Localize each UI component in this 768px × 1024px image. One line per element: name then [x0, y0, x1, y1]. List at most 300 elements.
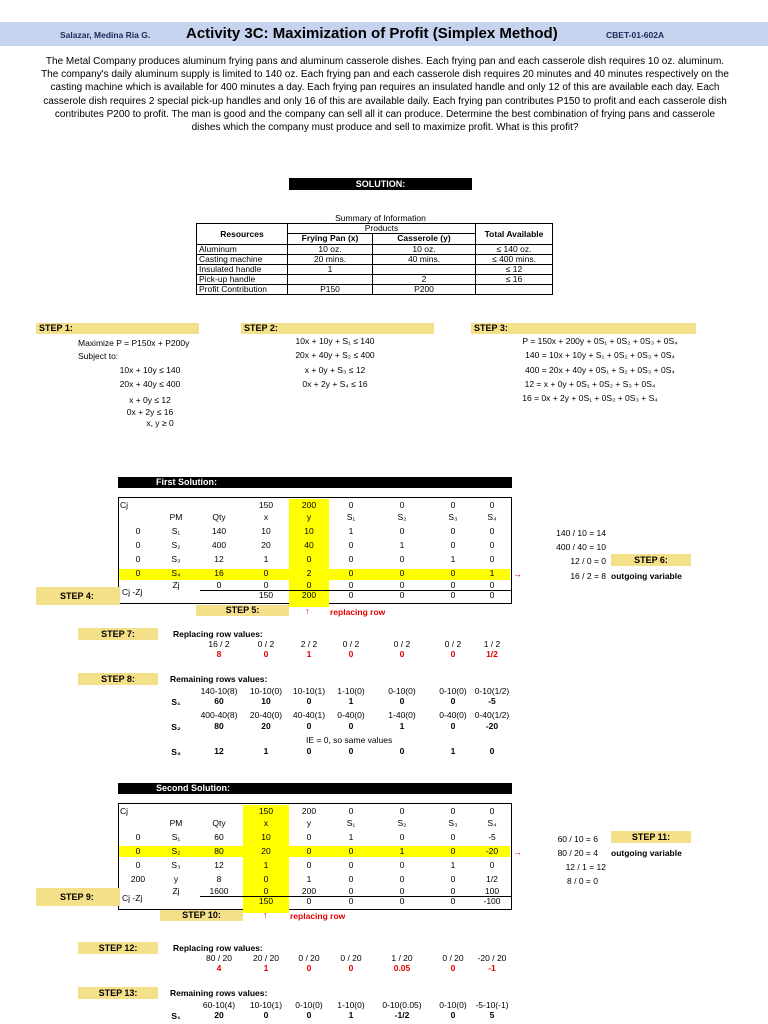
subject-to: Subject to:	[78, 351, 119, 361]
slack-3: x + 0y + S₃ ≤ 12	[304, 365, 366, 375]
second-solution-title: Second Solution:	[118, 783, 512, 794]
result-value: 0	[399, 746, 405, 756]
constraint-5: x, y ≥ 0	[146, 418, 174, 428]
formula: 1-40(0)	[388, 710, 416, 720]
table-cell: 0	[263, 568, 269, 578]
author-name: Salazar, Medina Ria G.	[60, 30, 151, 40]
cj-value: 150	[258, 806, 274, 816]
cell: Profit Contribution	[197, 285, 288, 295]
formula: 1 / 20	[391, 953, 413, 963]
step5-label: STEP 5:	[196, 605, 289, 616]
row-pm: y	[173, 874, 179, 884]
table-cell: 0	[450, 540, 456, 550]
table-cell: 1	[348, 832, 354, 842]
table-cell: 0	[399, 860, 405, 870]
zj-value: 0	[450, 886, 456, 896]
table-cell: 0	[348, 540, 354, 550]
cell: 10 oz.	[288, 245, 373, 255]
column-header: Qty	[212, 512, 226, 522]
replacing-row-label: replacing row	[290, 911, 346, 921]
step2-label: STEP 2:	[241, 323, 434, 334]
table-cell: 0	[306, 832, 312, 842]
formula: -5-10(-1)	[475, 1000, 509, 1010]
cell: ≤ 12	[476, 265, 553, 275]
result-value: 0	[450, 649, 456, 659]
result-value: 0	[348, 721, 354, 731]
formula: 10-10(0)	[249, 686, 283, 696]
summary-table	[196, 223, 553, 295]
column-header: S₂	[397, 512, 407, 522]
result-value: 0	[399, 696, 405, 706]
replacing-row-label: replacing row	[330, 607, 386, 617]
constraint-1: 10x + 10y ≤ 140	[119, 365, 181, 375]
formula: 0-10(0)	[388, 686, 416, 696]
slack-1: 10x + 10y + S₁ ≤ 140	[295, 336, 375, 346]
formula: 40-40(1)	[292, 710, 326, 720]
cell	[288, 275, 373, 285]
cjzj-label: Cj -Zj	[122, 893, 143, 903]
cjzj-value: -100	[483, 896, 501, 906]
result-value: 1/2	[486, 649, 498, 659]
result-value: 0	[450, 1010, 456, 1020]
table-cell: 0	[306, 554, 312, 564]
result-value: 60	[214, 696, 224, 706]
result-value: 0	[450, 963, 456, 973]
table-cell: 1	[399, 540, 405, 550]
table-cell: 0	[489, 554, 495, 564]
zj-value: 0	[348, 886, 354, 896]
cj-value: 0	[348, 806, 354, 816]
result-value: 0	[306, 1010, 312, 1020]
table-cell: 0	[399, 832, 405, 842]
table-cell: 8	[216, 874, 222, 884]
formula: 0-10(0)	[295, 1000, 323, 1010]
column-header: S₃	[448, 818, 458, 828]
table-cell: 1	[263, 860, 269, 870]
row-label: S₁	[171, 697, 181, 707]
step7-title: Replacing row values:	[173, 629, 263, 639]
table-cell: 2	[306, 568, 312, 578]
result-value: 0	[450, 696, 456, 706]
zj-value: 0	[450, 580, 456, 590]
column-header: S₂	[397, 818, 407, 828]
step7-label: STEP 7:	[78, 628, 158, 640]
result-value: 0	[399, 649, 405, 659]
formula: 0-10(0)	[439, 686, 467, 696]
table-cell: 0	[450, 526, 456, 536]
table-cell: 10	[261, 832, 271, 842]
cj-value: 0	[348, 500, 354, 510]
column-header: S₃	[448, 512, 458, 522]
result-value: 1	[399, 721, 405, 731]
step8-label: STEP 8:	[78, 673, 158, 685]
step9-label: STEP 9:	[36, 888, 120, 906]
table-cell: 0	[348, 554, 354, 564]
table-cell: 0	[399, 568, 405, 578]
first-solution-title: First Solution:	[118, 477, 512, 488]
table-cell: 0	[348, 874, 354, 884]
row-cj: 0	[135, 860, 141, 870]
column-header: y	[306, 818, 312, 828]
column-header: y	[306, 512, 312, 522]
row-pm: S₃	[171, 860, 181, 870]
step13-title: Remaining rows values:	[170, 988, 268, 998]
cj-value: 0	[450, 806, 456, 816]
cell: Insulated handle	[197, 265, 288, 275]
formula: 80 / 20	[206, 953, 232, 963]
zj-value: 0	[306, 580, 312, 590]
result-value: 20	[214, 1010, 224, 1020]
table-row	[197, 275, 553, 285]
result-value: 20	[261, 721, 271, 731]
cjzj-label: Cj -Zj	[122, 587, 143, 597]
formula: 1 / 2	[483, 639, 501, 649]
formula: 16 / 2	[208, 639, 230, 649]
table-cell: 0	[306, 860, 312, 870]
formula: 0 / 2	[393, 639, 411, 649]
divider	[511, 803, 512, 910]
table-cell: 0	[489, 860, 495, 870]
column-header: x	[263, 512, 269, 522]
table-cell: 1/2	[486, 874, 498, 884]
result-value: 5	[489, 1010, 495, 1020]
col-cass: Casserole (y)	[373, 233, 476, 244]
zj-value: 0	[216, 580, 222, 590]
problem-statement: The Metal Company produces aluminum frying pans and aluminum casserole dishes. Each frying pan and each casserole dish requires 10 oz. aluminum. The company's daily aluminum supply is limited to 140 oz. Each frying pan and each casserole dish requires 20 minutes and 40 minutes respectively on the casting machine which is available for 400 minutes a day. Each frying pan requires an insulated handle and only 12 of this are available each day. Each casserole dish requires 2 special pick-up handles and only 16 of this are available daily. Each frying pan contributes P150 to profit and each casserole dish contributes P200 to profit. The man is good and the company can sell all it can produce. Determine the best combination of frying pans and casserole dishes which the company must produce and sell to maximize profit. What is this profit?	[41, 56, 729, 134]
zj-label: Zj	[172, 580, 180, 590]
cj-value: 0	[489, 500, 495, 510]
row-cj: 0	[135, 540, 141, 550]
result-value: 0	[450, 721, 456, 731]
table-cell: 60	[214, 832, 224, 842]
column-header: S₄	[487, 818, 497, 828]
eq-2: 140 = 10x + 10y + S₁ + 0S₂ + 0S₃ + 0S₄	[525, 350, 675, 360]
cell: ≤ 400 mins.	[476, 255, 553, 265]
formula: 0 / 20	[442, 953, 464, 963]
page-title: Activity 3C: Maximization of Profit (Simplex Method)	[186, 25, 558, 42]
course-code: CBET-01-602A	[606, 30, 665, 40]
cjzj-value: 200	[301, 590, 317, 600]
result-value: 8	[216, 649, 222, 659]
cj-label: Cj	[120, 500, 129, 510]
result-value: -20	[485, 721, 499, 731]
cell: P150	[288, 285, 373, 295]
step13-label: STEP 13:	[78, 987, 158, 999]
formula: 0 / 20	[340, 953, 362, 963]
up-arrow: ↑	[305, 606, 310, 616]
table-cell: 1	[263, 554, 269, 564]
objective: Maximize P = P150x + P200y	[78, 338, 190, 348]
table-cell: 0	[399, 554, 405, 564]
cell: Pick-up handle	[197, 275, 288, 285]
table-cell: 0	[450, 874, 456, 884]
cj-value: 200	[301, 500, 317, 510]
summary-title: Summary of Information	[335, 213, 426, 223]
row-cj: 0	[135, 568, 141, 578]
table-cell: 16	[214, 568, 224, 578]
cell: 1	[288, 265, 373, 275]
formula: 1-10(0)	[337, 1000, 365, 1010]
row-label: S₃	[171, 747, 181, 757]
divider	[118, 803, 512, 804]
formula: 10-10(1)	[292, 686, 326, 696]
ratio-2: 400 / 40 = 10	[556, 542, 606, 552]
table-cell: 20	[261, 846, 271, 856]
eq-1: P = 150x + 200y + 0S₁ + 0S₂ + 0S₃ + 0S₄	[522, 336, 678, 346]
cjzj-value: 0	[399, 896, 405, 906]
formula: 0-10(1/2)	[474, 686, 510, 696]
cj-label: Cj	[120, 806, 129, 816]
formula: 0 / 2	[444, 639, 462, 649]
table-cell: -5	[488, 832, 496, 842]
cjzj-value: 0	[450, 590, 456, 600]
result-value: 12	[214, 746, 224, 756]
cell	[373, 265, 476, 275]
column-header: x	[263, 818, 269, 828]
outgoing-variable-label: outgoing variable	[611, 848, 682, 858]
row-pm: S₂	[171, 846, 181, 856]
products-label: Products	[288, 224, 476, 234]
result-value: 10	[261, 696, 271, 706]
cjzj-value: 0	[348, 896, 354, 906]
result-value: -5	[488, 696, 496, 706]
ratio-4: 8 / 0 = 0	[567, 876, 598, 886]
formula: 10-10(1)	[249, 1000, 283, 1010]
row-label: S₁	[171, 1011, 181, 1021]
result-value: 1	[348, 696, 354, 706]
row-cj: 0	[135, 832, 141, 842]
solution-label: SOLUTION:	[289, 178, 472, 190]
divider	[118, 497, 512, 498]
formula: 20-40(0)	[249, 710, 283, 720]
result-value: -1/2	[394, 1010, 410, 1020]
row-pm: S₃	[171, 554, 181, 564]
table-cell: 0	[399, 526, 405, 536]
cjzj-value: 0	[450, 896, 456, 906]
table-cell: 80	[214, 846, 224, 856]
cj-value: 150	[258, 500, 274, 510]
table-cell: 1	[450, 554, 456, 564]
table-row	[197, 245, 553, 255]
result-value: 0	[348, 746, 354, 756]
step10-label: STEP 10:	[160, 910, 243, 921]
result-value: 1	[306, 649, 312, 659]
result-value: 0	[489, 746, 495, 756]
cj-value: 0	[399, 500, 405, 510]
constraint-4: 0x + 2y ≤ 16	[126, 407, 174, 417]
cjzj-value: 0	[306, 896, 312, 906]
cj-value: 0	[489, 806, 495, 816]
ratio-1: 140 / 10 = 14	[556, 528, 606, 538]
cj-value: 0	[450, 500, 456, 510]
ratio-1: 60 / 10 = 6	[557, 834, 598, 844]
formula: 2 / 2	[300, 639, 318, 649]
table-cell: 0	[306, 846, 312, 856]
table-cell: 1	[306, 874, 312, 884]
table-cell: 1	[489, 568, 495, 578]
table-cell: 0	[489, 526, 495, 536]
table-cell: 140	[211, 526, 227, 536]
zj-label: Zj	[172, 886, 180, 896]
step6-label: STEP 6:	[611, 554, 691, 566]
ratio-4: 16 / 2 = 8	[570, 571, 606, 581]
table-row	[197, 285, 553, 295]
cjzj-value: 0	[399, 590, 405, 600]
table-cell: 0	[450, 568, 456, 578]
result-value: 0	[306, 696, 312, 706]
cell: 10 oz.	[373, 245, 476, 255]
result-value: 0	[306, 963, 312, 973]
formula: 0-40(0)	[439, 710, 467, 720]
outgoing-variable-label: outgoing variable	[611, 571, 682, 581]
row-pm: S₄	[171, 568, 181, 578]
row-cj: 0	[135, 846, 141, 856]
formula: 0 / 2	[257, 639, 275, 649]
divider	[511, 497, 512, 604]
formula: 0-10(0)	[439, 1000, 467, 1010]
row-pm: S₁	[171, 526, 181, 536]
table-cell: 0	[399, 874, 405, 884]
ie-note: IE = 0, so same values	[306, 735, 393, 745]
table-cell: 0	[489, 540, 495, 550]
row-cj: 200	[130, 874, 146, 884]
row-label: S₂	[171, 722, 181, 732]
cj-value: 200	[301, 806, 317, 816]
step11-label: STEP 11:	[611, 831, 691, 843]
result-value: 0	[348, 649, 354, 659]
table-cell: 0	[450, 832, 456, 842]
formula: 140-10(8)	[200, 686, 238, 696]
table-cell: 0	[348, 568, 354, 578]
right-arrow: →	[513, 847, 522, 857]
formula: 0-40(1/2)	[474, 710, 510, 720]
col-total: Total Available	[476, 224, 553, 245]
constraint-3: x + 0y ≤ 12	[129, 395, 171, 405]
slack-4: 0x + 2y + S₄ ≤ 16	[302, 379, 368, 389]
zj-value: 0	[489, 580, 495, 590]
col-pan: Frying Pan (x)	[288, 233, 373, 244]
cj-value: 0	[399, 806, 405, 816]
zj-value: 200	[301, 886, 317, 896]
cell: 2	[373, 275, 476, 285]
cjzj-value: 150	[258, 896, 274, 906]
cell: 20 mins.	[288, 255, 373, 265]
result-value: 0	[263, 649, 269, 659]
result-value: -1	[488, 963, 496, 973]
eq-3: 400 = 20x + 40y + 0S₁ + S₂ + 0S₃ + 0S₄	[525, 365, 675, 375]
formula: 0 / 20	[298, 953, 320, 963]
ratio-3: 12 / 1 = 12	[565, 862, 606, 872]
formula: -20 / 20	[477, 953, 507, 963]
step12-title: Replacing row values:	[173, 943, 263, 953]
column-header: S₁	[346, 512, 356, 522]
table-cell: 20	[261, 540, 271, 550]
cell: 40 mins.	[373, 255, 476, 265]
up-arrow: ↑	[263, 910, 268, 920]
ratio-2: 80 / 20 = 4	[557, 848, 598, 858]
zj-value: 0	[399, 580, 405, 590]
result-value: 0	[306, 721, 312, 731]
cell	[476, 285, 553, 295]
cell: Casting machine	[197, 255, 288, 265]
table-cell: 1	[450, 860, 456, 870]
table-cell: 0	[348, 860, 354, 870]
right-arrow: →	[513, 569, 522, 579]
result-value: 0.05	[393, 963, 411, 973]
formula: 60-10(4)	[202, 1000, 236, 1010]
cell: Aluminum	[197, 245, 288, 255]
formula: 0-10(0.05)	[382, 1000, 422, 1010]
formula: 20 / 20	[253, 953, 279, 963]
zj-value: 0	[348, 580, 354, 590]
table-cell: 12	[214, 860, 224, 870]
zj-value: 0	[263, 886, 269, 896]
formula: 400-40(8)	[200, 710, 238, 720]
row-cj: 0	[135, 554, 141, 564]
cell: ≤ 140 oz.	[476, 245, 553, 255]
column-header: Qty	[212, 818, 226, 828]
column-header: S₄	[487, 512, 497, 522]
table-cell: 0	[348, 846, 354, 856]
result-value: 0	[263, 1010, 269, 1020]
table-row	[197, 255, 553, 265]
column-header: S₁	[346, 818, 356, 828]
table-cell: 12	[214, 554, 224, 564]
table-row	[197, 265, 553, 275]
zj-value: 100	[484, 886, 500, 896]
cjzj-value: 0	[489, 590, 495, 600]
table-cell: 1	[348, 526, 354, 536]
eq-4: 12 = x + 0y + 0S₁ + 0S₂ + S₃ + 0S₄	[524, 379, 656, 389]
result-value: 1	[263, 746, 269, 756]
zj-value: 0	[263, 580, 269, 590]
zj-value: 0	[399, 886, 405, 896]
cell: ≤ 16	[476, 275, 553, 285]
table-cell: 10	[304, 526, 314, 536]
table-cell: 0	[263, 874, 269, 884]
constraint-2: 20x + 40y ≤ 400	[119, 379, 181, 389]
step1-label: STEP 1:	[36, 323, 199, 334]
formula: 0 / 2	[342, 639, 360, 649]
row-pm: S₂	[171, 540, 181, 550]
cjzj-value: 0	[348, 590, 354, 600]
table-cell: 0	[450, 846, 456, 856]
result-value: 4	[216, 963, 222, 973]
result-value: 0	[348, 963, 354, 973]
result-value: 80	[214, 721, 224, 731]
table-cell: 400	[211, 540, 227, 550]
step4-label: STEP 4:	[36, 587, 120, 605]
table-cell: -20	[485, 846, 499, 856]
formula: 1-10(0)	[337, 686, 365, 696]
table-cell: 10	[261, 526, 271, 536]
result-value: 1	[263, 963, 269, 973]
col-resources: Resources	[197, 224, 288, 245]
cell: P200	[373, 285, 476, 295]
zj-value: 1600	[209, 886, 229, 896]
cjzj-value: 150	[258, 590, 274, 600]
ratio-3: 12 / 0 = 0	[570, 556, 606, 566]
slack-2: 20x + 40y + S₂ ≤ 400	[295, 350, 375, 360]
result-value: 1	[348, 1010, 354, 1020]
column-header: PM	[169, 512, 183, 522]
formula: 0-40(0)	[337, 710, 365, 720]
table-cell: 40	[304, 540, 314, 550]
eq-5: 16 = 0x + 2y + 0S₁ + 0S₂ + 0S₃ + S₄	[522, 393, 658, 403]
row-pm: S₁	[171, 832, 181, 842]
result-value: 0	[306, 746, 312, 756]
result-value: 1	[450, 746, 456, 756]
